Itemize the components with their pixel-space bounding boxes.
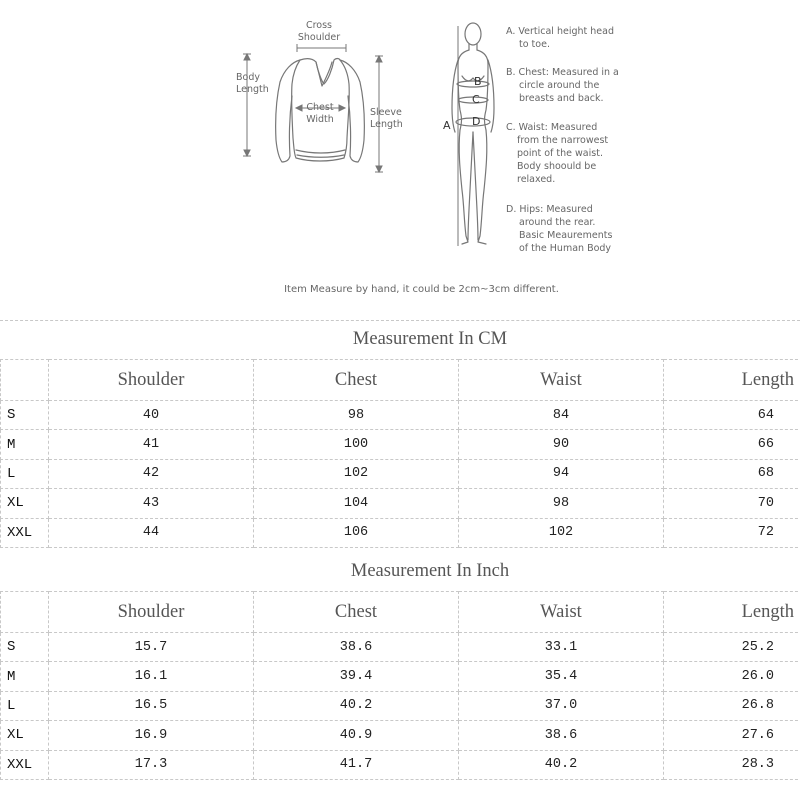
header-cell-chest: Chest	[254, 360, 459, 401]
table-header-row	[1, 592, 800, 633]
length-cell: 68	[664, 459, 800, 488]
table-row	[1, 430, 800, 459]
length-cell: 26.8	[664, 691, 800, 720]
shoulder-cell: 16.5	[49, 691, 254, 720]
waist-cell: 98	[459, 489, 664, 518]
chest-cell: 40.2	[254, 691, 459, 720]
shoulder-cell: 17.3	[49, 750, 254, 779]
inch-size-table	[0, 591, 800, 780]
length-cell: 27.6	[664, 721, 800, 750]
chest-cell: 106	[254, 518, 459, 547]
legend-d-lead: D. Hips: Measured	[506, 204, 593, 215]
waist-cell: 102	[459, 518, 664, 547]
size-cell: M	[1, 430, 49, 459]
table-row	[1, 721, 800, 750]
legend-c-line: from the narrowest	[517, 135, 609, 146]
table-row	[1, 459, 800, 488]
header-cell-chest: Chest	[254, 592, 459, 633]
legend-c-line: point of the waist.	[517, 148, 603, 159]
inch-table-body	[1, 592, 800, 780]
legend-d-line: Basic Meaurements	[519, 230, 613, 241]
header-cell-shoulder: Shoulder	[49, 592, 254, 633]
body-length-label	[236, 72, 276, 96]
shoulder-cell: 40	[49, 401, 254, 430]
legend-b	[506, 66, 619, 105]
chest-cell: 98	[254, 401, 459, 430]
table-header-row	[1, 360, 800, 401]
legend-b-line: breasts and back.	[519, 93, 604, 104]
legend-c-lead: C. Waist: Measured	[506, 122, 598, 133]
legend-d-line: of the Human Body	[519, 243, 612, 254]
shoulder-cell: 15.7	[49, 633, 254, 662]
waist-cell: 33.1	[459, 633, 664, 662]
table-row	[1, 401, 800, 430]
length-cell: 28.3	[664, 750, 800, 779]
legend-a	[506, 25, 614, 51]
header-cell-shoulder: Shoulder	[49, 360, 254, 401]
marker-c: C	[472, 93, 480, 106]
section-divider	[0, 320, 800, 321]
shoulder-cell: 43	[49, 489, 254, 518]
shoulder-cell: 42	[49, 459, 254, 488]
waist-cell: 84	[459, 401, 664, 430]
header-cell-length: Length	[664, 360, 800, 401]
length-cell: 72	[664, 518, 800, 547]
shoulder-cell: 44	[49, 518, 254, 547]
body-length-text: Body Length	[236, 72, 269, 95]
table-row	[1, 750, 800, 779]
marker-d: D	[472, 115, 481, 128]
inch-table-title: Measurement In Inch	[350, 561, 510, 581]
measure-note: Item Measure by hand, it could be 2cm~3cm different.	[284, 284, 559, 295]
waist-cell: 94	[459, 459, 664, 488]
measurement-diagram	[0, 0, 800, 318]
legend-c-line: Body shoould be	[517, 161, 597, 172]
legend-c-line: relaxed.	[517, 174, 556, 185]
chest-cell: 104	[254, 489, 459, 518]
size-cell: S	[1, 401, 49, 430]
marker-b: B	[474, 75, 482, 88]
size-cell: XXL	[1, 518, 49, 547]
table-row	[1, 691, 800, 720]
waist-cell: 38.6	[459, 721, 664, 750]
shoulder-cell: 41	[49, 430, 254, 459]
length-cell: 64	[664, 401, 800, 430]
marker-a: A	[443, 119, 451, 132]
sleeve-length-text: Sleeve Length	[370, 107, 403, 130]
waist-cell: 90	[459, 430, 664, 459]
legend-b-lead: B. Chest: Measured in a	[506, 67, 619, 78]
shoulder-cell: 16.9	[49, 721, 254, 750]
legend-b-line: circle around the	[519, 80, 600, 91]
chest-width-text: Chest Width	[306, 102, 334, 125]
chest-cell: 102	[254, 459, 459, 488]
chest-width-label	[300, 102, 340, 126]
size-cell: L	[1, 459, 49, 488]
sleeve-length-label	[370, 107, 410, 131]
length-cell: 25.2	[664, 633, 800, 662]
table-row	[1, 489, 800, 518]
legend-c	[506, 121, 608, 186]
header-cell-length: Length	[664, 592, 800, 633]
size-cell: L	[1, 691, 49, 720]
header-cell-waist: Waist	[459, 360, 664, 401]
cm-table-title: Measurement In CM	[352, 329, 508, 349]
chest-cell: 41.7	[254, 750, 459, 779]
size-cell: XL	[1, 489, 49, 518]
table-row	[1, 518, 800, 547]
chest-cell: 39.4	[254, 662, 459, 691]
legend-a-line: to toe.	[519, 39, 550, 50]
legend-a-lead: A. Vertical height head	[506, 26, 614, 37]
cross-shoulder-text: Cross Shoulder	[297, 20, 341, 43]
cm-table-body	[1, 360, 800, 548]
header-cell-waist: Waist	[459, 592, 664, 633]
size-cell: S	[1, 633, 49, 662]
length-cell: 66	[664, 430, 800, 459]
waist-cell: 37.0	[459, 691, 664, 720]
chest-cell: 38.6	[254, 633, 459, 662]
header-cell-blank	[1, 592, 49, 633]
table-row	[1, 633, 800, 662]
size-cell: M	[1, 662, 49, 691]
legend-d	[506, 203, 612, 255]
waist-cell: 35.4	[459, 662, 664, 691]
length-cell: 70	[664, 489, 800, 518]
size-cell: XL	[1, 721, 49, 750]
legend-d-line: around the rear.	[519, 217, 596, 228]
table-row	[1, 662, 800, 691]
cm-size-table	[0, 359, 800, 548]
header-cell-blank	[1, 360, 49, 401]
diagram-drawings	[0, 0, 800, 318]
waist-cell: 40.2	[459, 750, 664, 779]
cross-shoulder-label	[293, 20, 345, 44]
size-cell: XXL	[1, 750, 49, 779]
chest-cell: 40.9	[254, 721, 459, 750]
length-cell: 26.0	[664, 662, 800, 691]
chest-cell: 100	[254, 430, 459, 459]
shoulder-cell: 16.1	[49, 662, 254, 691]
